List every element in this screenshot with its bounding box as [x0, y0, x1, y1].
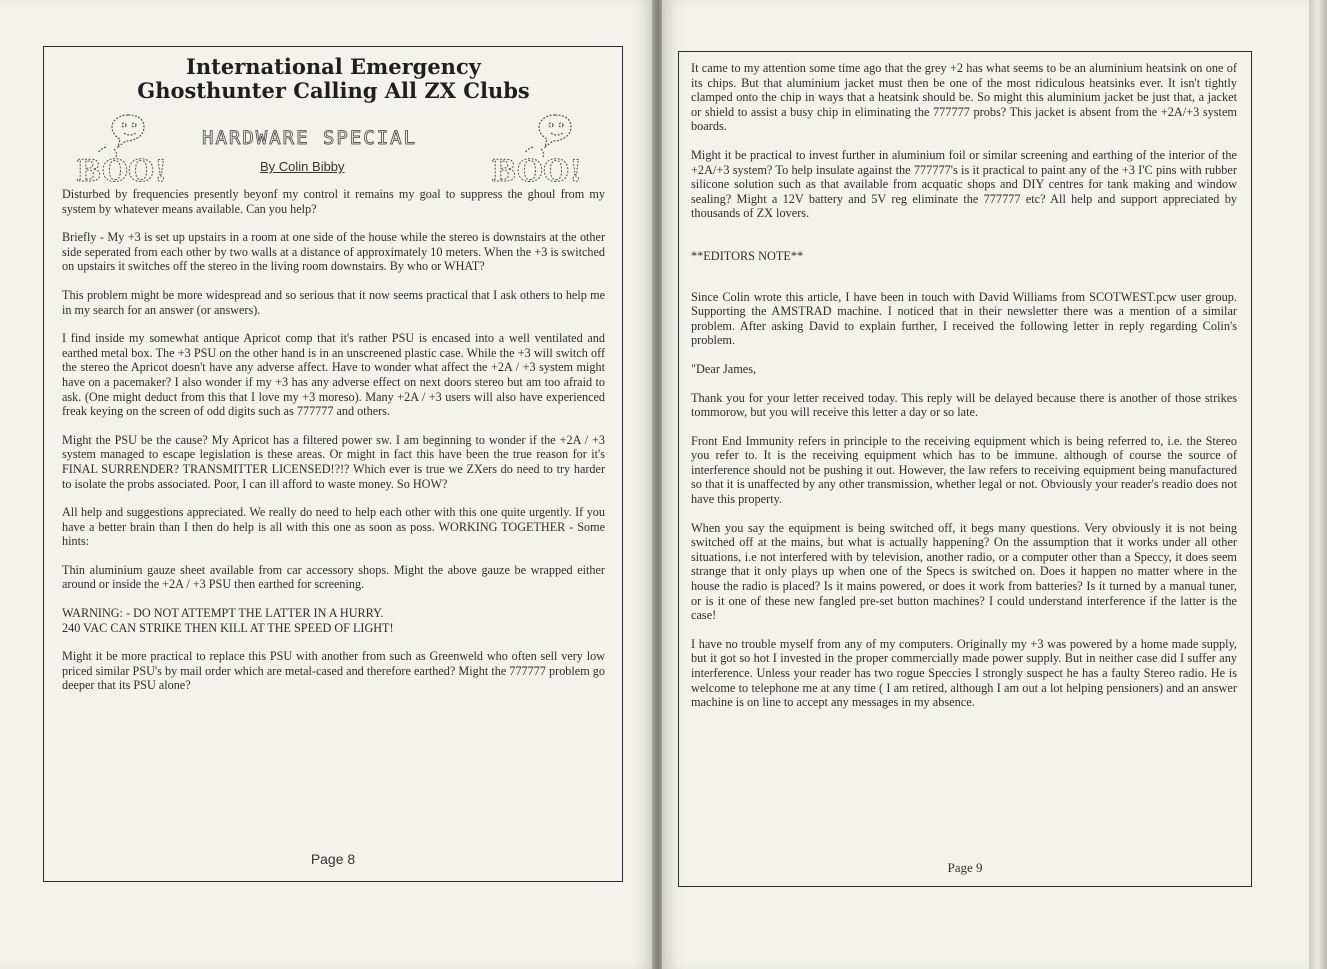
svg-text:BOO!: BOO! [76, 154, 168, 189]
svg-text:BOO!: BOO! [491, 154, 583, 189]
article-body [62, 187, 605, 693]
headline [62, 55, 605, 103]
paragraph: Might it be practical to invest further in aluminium foil or similar screening and earthing of the interior of the +2A/+3 system? To help insulate against the 777777's is it practical to paint any of the +3 I'C pins with rubber silicone solution such as that available from acquatic shops and DIY centres for tank making and window sealing? Might a 12V battery and 5V reg eliminate the 777777 etc? All help and support appreciated by thousands of ZX lovers. [691, 147, 1237, 221]
right-page-frame [678, 51, 1252, 887]
warning-text [62, 606, 605, 635]
warning-line-2: 240 VAC CAN STRIKE THEN KILL AT THE SPEED OF LIGHT! [62, 620, 394, 635]
paragraph: I find inside my somewhat antique Apricot comp that it's rather PSU is encased into a well ventilated and earthed metal box. The +3 PSU on the other hand is in an unscreened plastic case. While the +3 will switch off the stereo the Apricot doesn't have any adverse affect. Have to wonder what affect the +2A / +3 system might have on a pacemaker? I also wonder if my +3 has any adverse effect on next doors stereo but am too afraid to ask. (One might deduct from this that I love my +3 moreso). Many +2A / +3 users will also have experienced freak keying on the screen of odd digits such as 777777 and others. [62, 331, 605, 419]
paragraph: Briefly - My +3 is set up upstairs in a room at one side of the house while the stereo is downstairs at the other side seperated from each other by two walls at a distance of approximately 10 meters. When the +3 is switched on upstairs it switches off the stereo in the living room downstairs. By who or WHAT? [62, 230, 605, 274]
headline-line-2: Ghosthunter Calling All ZX Clubs [137, 78, 530, 103]
page-edge [1309, 0, 1327, 969]
paragraph: Might the PSU be the cause? My Apricot has a filtered power sw. I am beginning to wonder if the +2A / +3 system managed to escape legislation is these areas. Or might in fact this have been the true reason for it's FINAL SURRENDER? TRANSMITTER LICENSED!?!? Which ever is true we ZXers do need to try harder to isolate the probs associated. Poor, I can ill afford to waste money. So HOW? [62, 432, 605, 491]
boo-ghost-icon [66, 111, 190, 189]
paragraph: It came to my attention some time ago that the grey +2 has what seems to be an aluminium heatsink on one of its chips. But that aluminium jacket must then be one of the most ridiculous heatsinks ever. It isn't tightly clamped onto the chip in ways that a heatsink should be. So might this aluminium jacket be just that, a jacket or shield to assist a busy chip in eliminating the 777777 probs? This jacket is absent from the +2A/+3 system boards. [691, 61, 1237, 134]
letter-salutation: "Dear James, [691, 361, 757, 376]
paragraph: When you say the equipment is being switched off, it begs many questions. Very obviously it is not being switched off at the mains, but what is actually happening? On the assumption that it works under all other situations, i.e not interfered with by television, another radio, or a computer other than a Speccy, it does seem strange that it only plays up when one of the Specs is switched on. Does it happen no matter where in the house the radio is placed? Is it mains powered, or does it work from batteries? Is it turned by a manual tuner, or is it one of these new fangled pre-set button machines? I could understand interference if the latter is the case! [691, 520, 1237, 623]
page-number: Page 9 [947, 860, 983, 875]
paragraph: Thin aluminium gauze sheet available from car accessory shops. Might the above gauze be wrapped either around or inside the +2A / +3 PSU then earthed for screening. [62, 562, 605, 592]
paragraph: Thank you for your letter received today. This reply will be delayed because there is another of those strikes tommorow, but you will receive this letter a day or so late. [691, 390, 1237, 420]
paragraph: Disturbed by frequencies presently beyonf my control it remains my goal to suppress the ghoul from my system by whatever means available. Can you help? [62, 187, 605, 216]
warning-line-1: WARNING: - DO NOT ATTEMPT THE LATTER IN A HURRY. [62, 606, 384, 621]
paragraph: Might it be more practical to replace this PSU with another from such as Greenweld who often sell very low priced similar PSU's by mail order which are metal-cased and therefore earthed? Might the 777777 problem go deeper that its PSU alone? [62, 649, 605, 693]
paragraph: Since Colin wrote this article, I have been in touch with David Williams from SCOTWEST.pcw user group. Supporting the AMSTRAD machine. I noticed that in their newsletter there was a mention of a similar problem. After asking David to explain further, I received the following letter in reply regarding Colin's problem. [691, 289, 1237, 348]
headline-line-1: International Emergency [186, 54, 481, 79]
paragraph: Front End Immunity refers in principle to the receiving equipment which is being referred to, i.e. the Stereo you refer to. It is the receiving equipment which has to be immune. although of course the source of interference should not be pushing it out. However, the law refers to receiving equipment being manufactured so that it is unaffected by any other transmission, whether legal or not. Obviously your reader's readio does not have this property. [691, 433, 1237, 507]
left-page [0, 0, 655, 969]
boo-ghost-icon [481, 111, 605, 189]
paragraph: All help and suggestions appreciated. We really do need to help each other with this one quite urgently. If you have a better brain than I then do help is all with this one as soon as poss. WORKING TOGETHER - Some hints: [62, 505, 605, 549]
hardware-special-title: HARDWARE SPECIAL [202, 127, 418, 149]
article-continuation [691, 61, 1237, 710]
byline: By Colin Bibby [260, 159, 345, 174]
hardware-special-banner [62, 109, 605, 187]
paragraph: This problem might be more widespread and so serious that it now seems practical that I ask others to help me in my search for an answer (or answers). [62, 287, 605, 317]
page-number: Page 8 [310, 851, 356, 867]
editors-note-heading: **EDITORS NOTE** [691, 248, 804, 263]
left-page-frame [43, 46, 623, 882]
paragraph: I have no trouble myself from any of my computers. Originally my +3 was powered by a home made supply, but it got so hot I invested in the proper commercially made power supply. But in neither case did I suffer any interference. Unless your reader has two rogue Speccies I strongly suspect he has a faulty Stereo radio. He is welcome to telephone me at any time ( I am retired, although I am out a lot helping pensioners) and an answer machine is on line to accept any messages in my absence. [691, 636, 1237, 710]
